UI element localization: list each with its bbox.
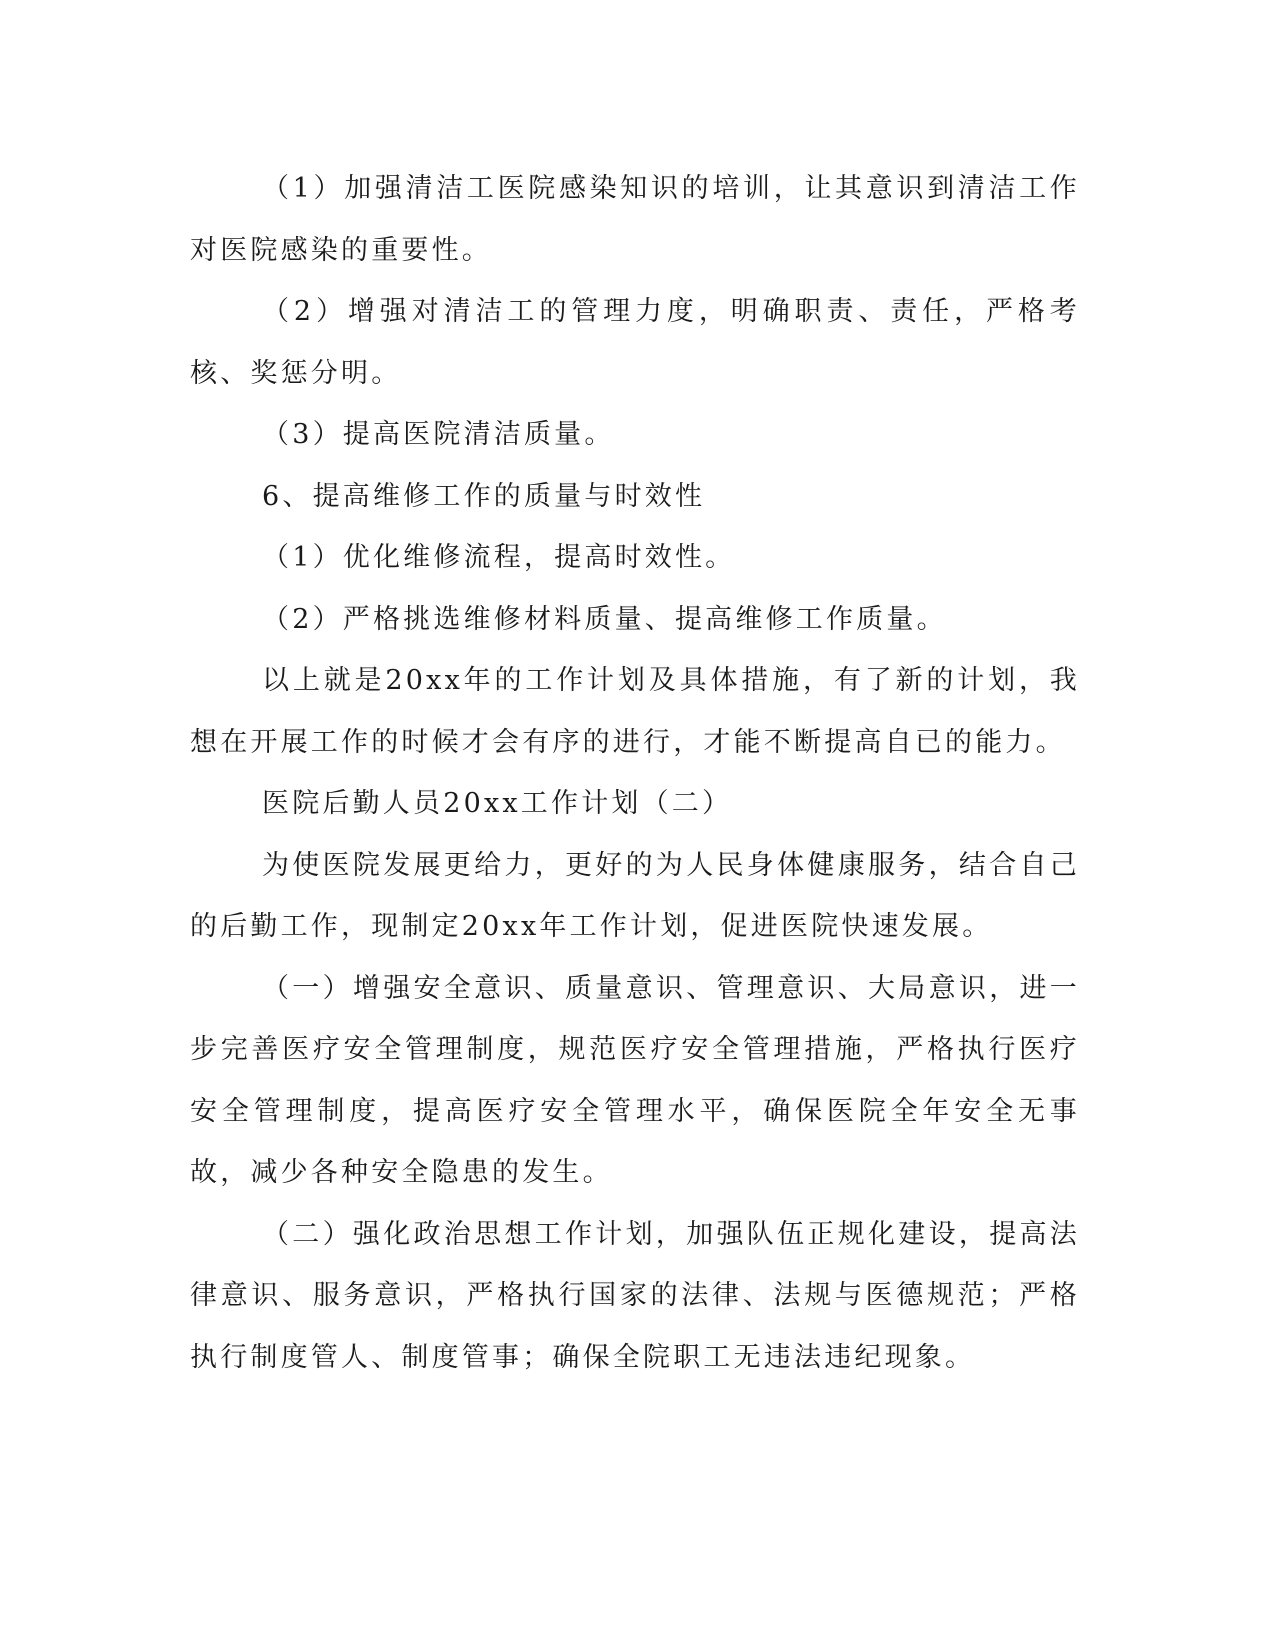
section-heading-maintenance: 6、提高维修工作的质量与时效性 <box>262 480 706 512</box>
section-title-plan-two: 医院后勤人员20xx工作计划（二） <box>262 788 733 819</box>
paragraph-safety-awareness: （一）增强安全意识、质量意识、管理意识、大局意识，进一步完善医疗安全管理制度，规范医疗安全管理措施，严格执行医疗安全管理制度，提高医疗安全管理水平，确保医院全年安全无事故，减少各种安全隐患的发生。 <box>190 972 1080 1188</box>
paragraph-cleaning-training: （1）加强清洁工医院感染知识的培训，让其意识到清洁工作对医院感染的重要性。 <box>190 173 1080 266</box>
paragraph-plan-intro: 为使医院发展更给力，更好的为人民身体健康服务，结合自己的后勤工作，现制定20xx年工作计划，促进医院快速发展。 <box>190 849 1080 942</box>
paragraph-cleaning-quality: （3）提高医院清洁质量。 <box>262 419 615 450</box>
paragraph-maintenance-materials: （2）严格挑选维修材料质量、提高维修工作质量。 <box>262 603 947 635</box>
paragraph-summary: 以上就是20xx年的工作计划及具体措施，有了新的计划，我想在开展工作的时候才会有序的进行，才能不断提高自已的能力。 <box>190 665 1080 758</box>
paragraph-maintenance-process: （1）优化维修流程，提高时效性。 <box>262 542 736 573</box>
document-body <box>190 158 1080 1388</box>
paragraph-cleaning-management: （2）增强对清洁工的管理力度，明确职责、责任，严格考核、奖惩分明。 <box>190 296 1080 389</box>
paragraph-political-work: （二）强化政治思想工作计划，加强队伍正规化建设，提高法律意识、服务意识，严格执行国家的法律、法规与医德规范；严格执行制度管人、制度管事；确保全院职工无违法违纪现象。 <box>190 1218 1080 1373</box>
